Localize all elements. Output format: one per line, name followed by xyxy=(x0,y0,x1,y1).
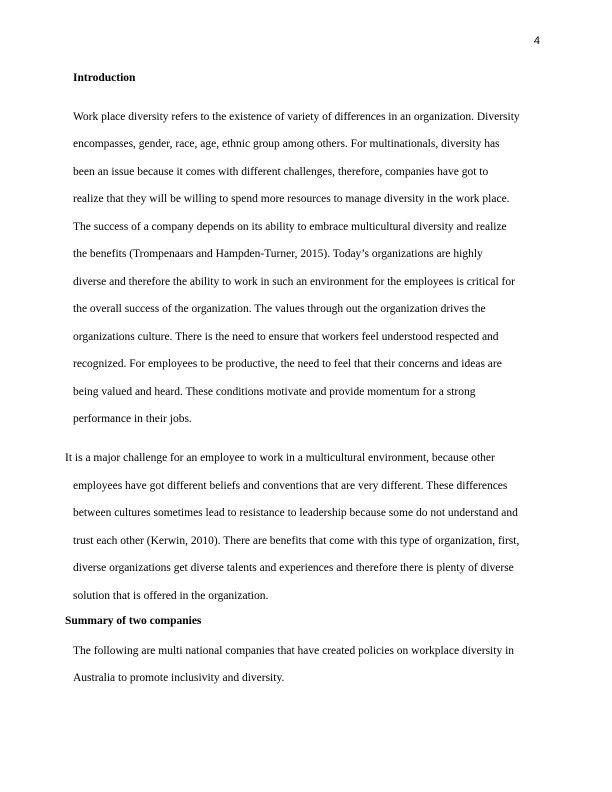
paragraph-line: diverse and therefore the ability to work in such an environment for the employees is critical for xyxy=(73,276,515,288)
paragraph-line: The success of a company depends on its ability to embrace multicultural diversity and realize xyxy=(73,221,507,233)
paragraph-line: been an issue because it comes with different challenges, therefore, companies have got to xyxy=(73,166,489,178)
paragraph-line: Work place diversity refers to the existence of variety of differences in an organization. Diversity xyxy=(73,111,520,123)
page-number: 4 xyxy=(533,35,540,47)
paragraph-line: Australia to promote inclusivity and diversity. xyxy=(73,672,285,684)
introduction-heading: Introduction xyxy=(73,72,136,84)
paragraph-line: The following are multi national companies that have created policies on workplace diversity in xyxy=(73,645,515,657)
paragraph-line: between cultures sometimes lead to resistance to leadership because some do not understand and xyxy=(73,507,518,519)
paragraph-line: organizations culture. There is the need to ensure that workers feel understood respected and xyxy=(73,331,499,343)
paragraph-line: performance in their jobs. xyxy=(73,413,192,425)
paragraph-line: the benefits (Trompenaars and Hampden-Turner, 2015). Today’s organizations are highly xyxy=(73,248,483,260)
paragraph-line: It is a major challenge for an employee to work in a multicultural environment, because other xyxy=(65,452,495,464)
paragraph-line: diverse organizations get diverse talents and experiences and therefore there is plenty of diverse xyxy=(73,562,514,574)
paragraph-line: being valued and heard. These conditions motivate and provide momentum for a strong xyxy=(73,386,476,398)
paragraph-line: employees have got different beliefs and conventions that are very different. These differences xyxy=(73,480,508,492)
summary-heading: Summary of two companies xyxy=(65,615,202,627)
paragraph-line: encompasses, gender, race, age, ethnic group among others. For multinationals, diversity has xyxy=(73,138,500,150)
paragraph-line: recognized. For employees to be productive, the need to feel that their concerns and ideas are xyxy=(73,358,502,370)
paragraph-line: trust each other (Kerwin, 2010). There are benefits that come with this type of organization, first, xyxy=(73,535,520,547)
paragraph-line: realize that they will be willing to spend more resources to manage diversity in the work place. xyxy=(73,193,510,205)
paragraph-line: the overall success of the organization. The values through out the organization drives the xyxy=(73,303,486,315)
paragraph-line: solution that is offered in the organization. xyxy=(73,590,269,602)
